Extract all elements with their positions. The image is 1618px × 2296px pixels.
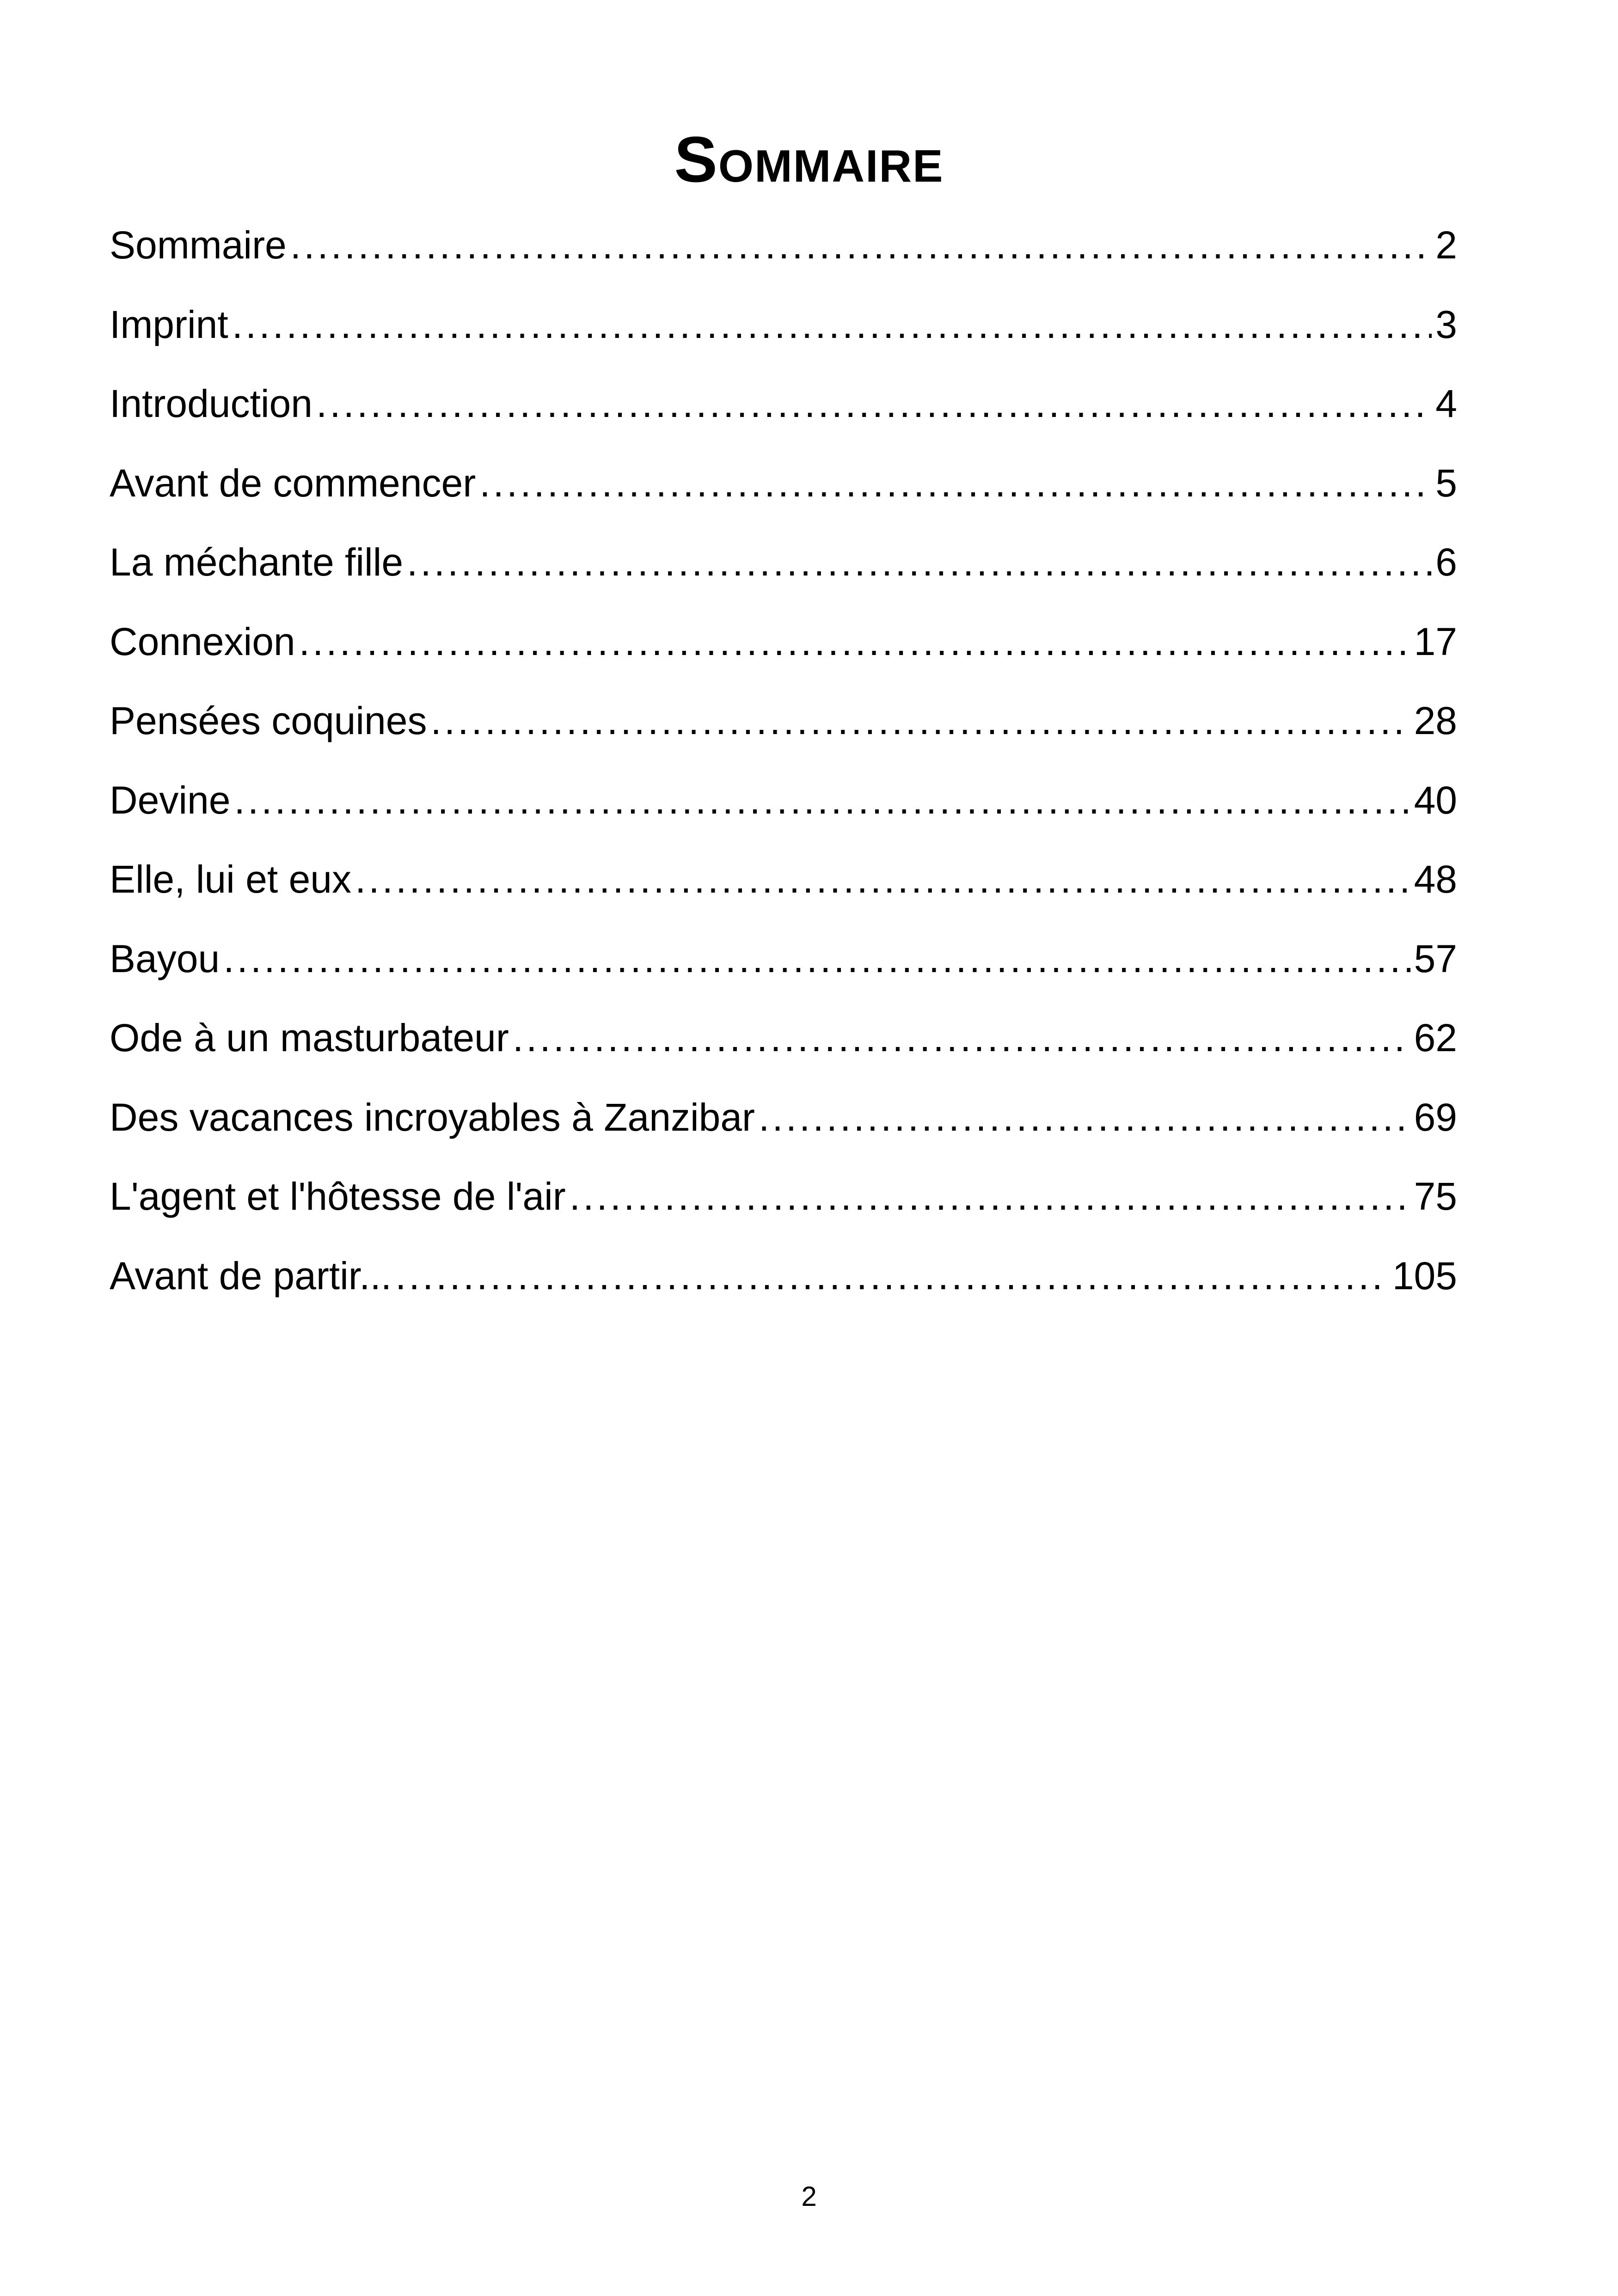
table-of-contents	[110, 217, 1457, 1327]
toc-dot-leader	[407, 534, 1432, 590]
toc-entry-page: 40	[1414, 778, 1457, 822]
toc-dot-leader	[316, 376, 1432, 431]
toc-dot-leader	[299, 614, 1410, 669]
toc-entry[interactable]	[110, 1010, 1457, 1090]
toc-entry-page: 2	[1435, 223, 1457, 267]
toc-dot-leader	[759, 1090, 1410, 1145]
toc-entry-title: Introduction	[110, 382, 313, 425]
toc-entry[interactable]	[110, 297, 1457, 376]
toc-entry-title: Sommaire	[110, 223, 287, 267]
toc-entry[interactable]	[110, 1169, 1457, 1248]
toc-dot-leader	[395, 1248, 1389, 1304]
toc-dot-leader	[223, 931, 1410, 986]
toc-entry-page: 75	[1414, 1175, 1457, 1218]
toc-entry-title: Elle, lui et eux	[110, 857, 351, 901]
toc-entry-title: Avant de partir...	[110, 1254, 392, 1298]
toc-entry-title: Ode à un masturbateur	[110, 1016, 509, 1059]
toc-entry-title: Devine	[110, 778, 231, 822]
toc-dot-leader	[479, 455, 1432, 511]
toc-dot-leader	[290, 217, 1432, 273]
toc-entry-title: Pensées coquines	[110, 699, 427, 742]
toc-entry[interactable]	[110, 217, 1457, 297]
toc-entry[interactable]	[110, 931, 1457, 1010]
toc-entry-page: 69	[1414, 1095, 1457, 1139]
toc-entry-page: 48	[1414, 857, 1457, 901]
toc-entry[interactable]	[110, 455, 1457, 535]
toc-entry[interactable]	[110, 376, 1457, 455]
page-title: Sommaire	[674, 123, 944, 196]
toc-entry-title: Imprint	[110, 302, 228, 346]
toc-entry[interactable]	[110, 614, 1457, 693]
toc-entry[interactable]	[110, 772, 1457, 852]
toc-dot-leader	[513, 1010, 1410, 1065]
toc-entry-page: 17	[1414, 619, 1457, 663]
toc-entry-page: 105	[1392, 1254, 1457, 1298]
toc-entry[interactable]	[110, 534, 1457, 614]
toc-entry-page: 5	[1435, 461, 1457, 505]
toc-entry-title: La méchante fille	[110, 540, 404, 584]
toc-entry-page: 3	[1435, 302, 1457, 346]
toc-entry-page: 6	[1435, 540, 1457, 584]
page-number: 2	[801, 2181, 817, 2212]
toc-entry-title: Des vacances incroyables à Zanzibar	[110, 1095, 755, 1139]
toc-dot-leader	[234, 772, 1410, 828]
toc-entry-page: 4	[1435, 382, 1457, 425]
toc-entry-title: Bayou	[110, 937, 220, 980]
toc-entry[interactable]	[110, 851, 1457, 931]
toc-entry[interactable]	[110, 1248, 1457, 1328]
toc-entry-title: L'agent et l'hôtesse de l'air	[110, 1175, 566, 1218]
toc-dot-leader	[570, 1169, 1410, 1224]
toc-dot-leader	[232, 297, 1432, 352]
toc-entry[interactable]	[110, 693, 1457, 772]
toc-entry-page: 57	[1414, 937, 1457, 980]
toc-entry-title: Avant de commencer	[110, 461, 476, 505]
toc-entry-page: 62	[1414, 1016, 1457, 1059]
toc-entry-title: Connexion	[110, 619, 295, 663]
toc-dot-leader	[430, 693, 1410, 748]
toc-entry-page: 28	[1414, 699, 1457, 742]
toc-entry[interactable]	[110, 1090, 1457, 1169]
toc-dot-leader	[355, 851, 1410, 907]
